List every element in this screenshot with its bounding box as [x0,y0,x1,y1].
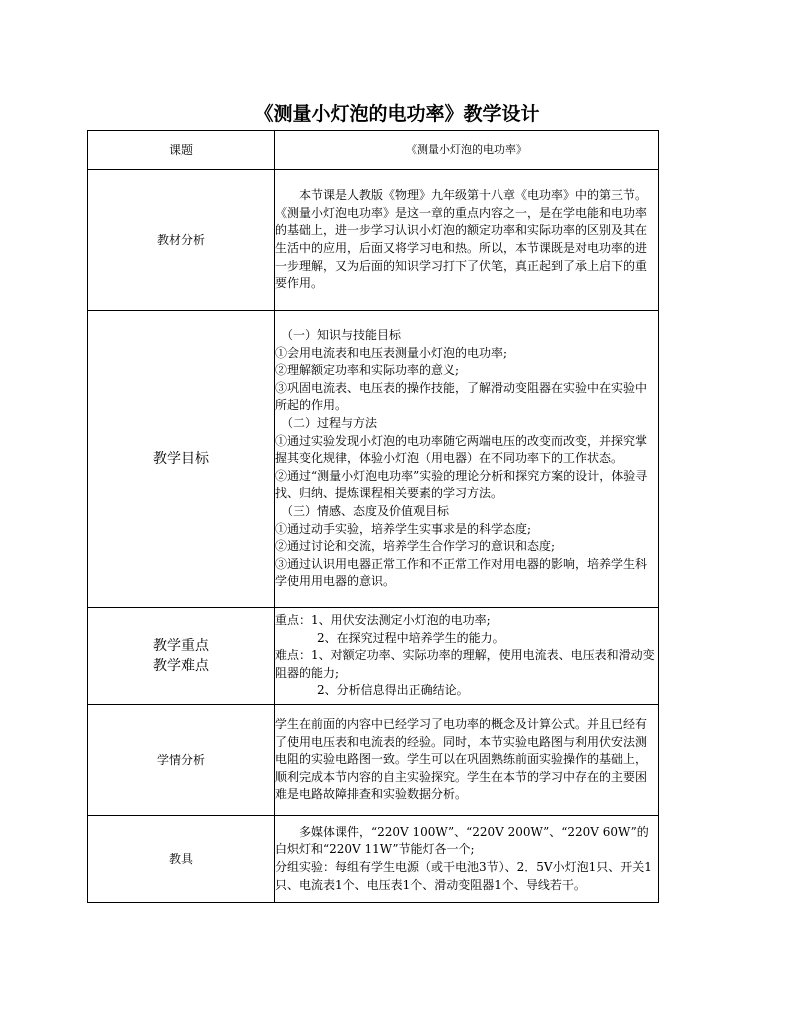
key-point-label: 教学重点 [153,638,209,654]
tools-cell [275,816,659,903]
material-label: 教材分析 [88,170,275,311]
goals-line: （三）情感、态度及价值观目标 [281,503,450,518]
difficulty-line: 2、分析信息得出正确结论。 [317,683,469,698]
goals-line: ③巩固电流表、电压表的操作技能，了解滑动变阻器在实验中在实验中所起的作用。 [275,380,648,413]
goals-line: （二）过程与方法 [281,416,378,431]
lesson-plan-table [87,130,659,903]
tools-text: 多媒体课件，“220V 100W”、“220V 200W”、“220V 60W”的白炽灯和“220V 11W”节能灯各一个; [275,824,649,857]
goals-line: ②通过“测量小灯泡电功率”实验的理论分析和探究方案的设计，体验寻找、归纳、提炼课程相关要素的学习方法。 [275,468,648,501]
goals-line: ①通过动手实验，培养学生实事求是的科学态度; [275,521,532,536]
students-cell [275,705,659,816]
goals-line: （一）知识与技能目标 [281,328,402,343]
key-points-label-cell [88,608,275,705]
goals-line: ③通过认识用电器正常工作和不正常工作对用电器的影响，培养学生科学使用用电器的意识。 [275,556,648,589]
key-point-line: 重点：1、用伏安法测定小灯泡的电功率; [275,613,491,628]
table-row [88,131,659,170]
goals-label: 教学目标 [88,311,275,608]
table-row [88,311,659,608]
goals-cell [275,311,659,608]
table-row [88,816,659,903]
key-points-cell [275,608,659,705]
topic-value: 《测量小灯泡的电功率》 [275,131,659,170]
material-cell [275,170,659,311]
goals-line: ①通过实验发现小灯泡的电功率随它两端电压的改变而改变，并探究掌握其变化规律，体验小灯泡（用电器）在不同功率下的工作状态。 [275,433,648,466]
table-row [88,608,659,705]
key-point-line: 2、在探究过程中培养学生的能力。 [317,630,505,645]
difficulty-line: 难点：1、对额定功率、实际功率的理解，使用电流表、电压表和滑动变阻器的能力; [275,648,655,680]
students-label: 学情分析 [88,705,275,816]
difficulty-label: 教学难点 [153,658,209,674]
tools-text: 分组实验：每组有学生电源（或干电池3节）、2．5V小灯泡1只、开关1只、电流表1个、电压表1个、滑动变阻器1个、导线若干。 [275,860,652,892]
goals-line: ②理解额定功率和实际功率的意义; [275,363,460,378]
goals-line: ②通过讨论和交流，培养学生合作学习的意识和态度; [275,539,556,554]
goals-line: ①会用电流表和电压表测量小灯泡的电功率; [275,345,508,360]
tools-label: 教具 [88,816,275,903]
table-row [88,170,659,311]
page-title: 《测量小灯泡的电功率》教学设计 [254,103,540,125]
topic-label: 课题 [88,131,275,170]
students-text: 学生在前面的内容中已经学习了电功率的概念及计算公式。并且已经有了使用电压表和电流表的经验。同时，本节实验电路图与利用伏安法测电阻的实验电路图一致。学生可以在巩固熟练前面实验操作的基础上，顺利完成本节内容的自主实验探究。学生在本节的学习中存在的主要困难是电路故障排查和实验数据分析。 [275,717,648,802]
table-row [88,705,659,816]
material-text: 本节课是人教版《物理》九年级第十八章《电功率》中的第三节。《测量小灯泡电功率》是这一章的重点内容之一，是在学电能和电功率的基础上，进一步学习认识小灯泡的额定功率和实际功率的区别及其在生活中的应用，后面又将学习电和热。所以，本节课既是对电功率的进一步理解，又为后面的知识学习打下了伏笔，真正起到了承上启下的重要作用。 [275,188,648,291]
